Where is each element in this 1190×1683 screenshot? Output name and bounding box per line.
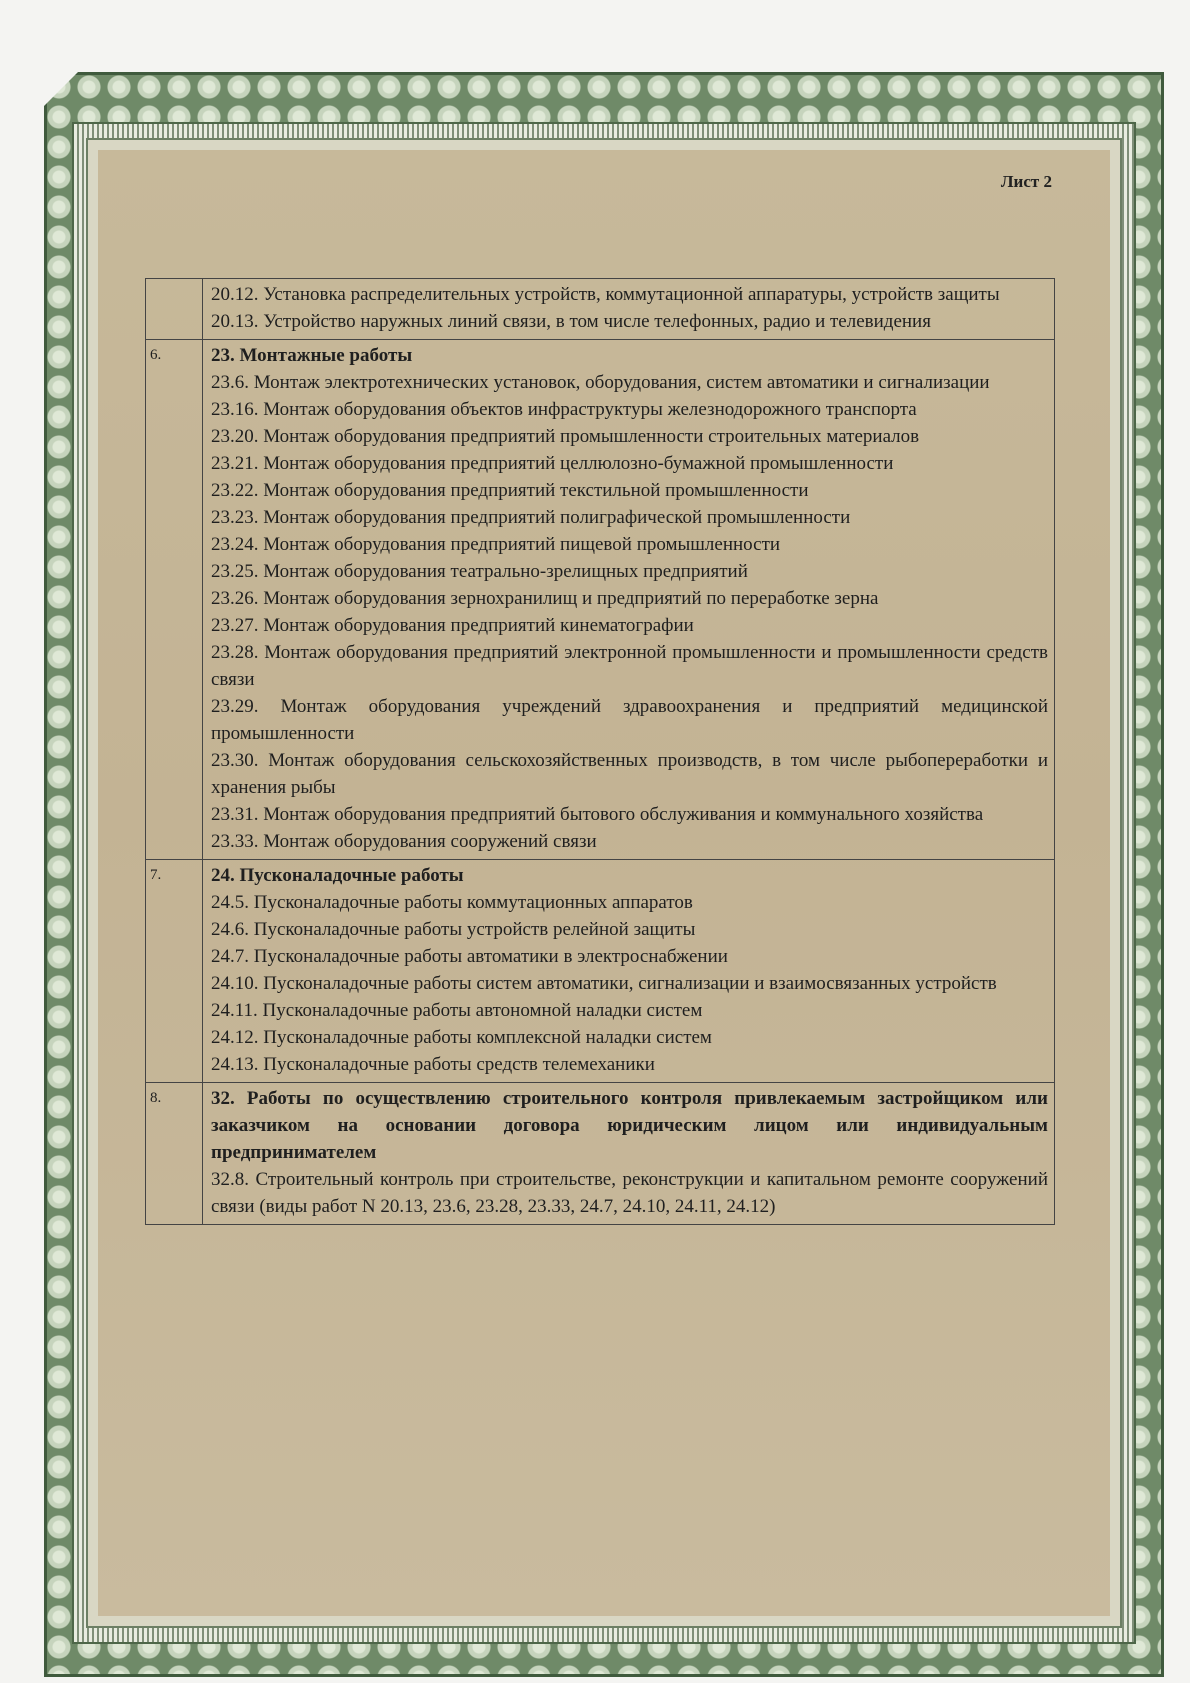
work-item: 23.28. Монтаж оборудования предприятий электронной промышленности и промышленности средств связи (211, 642, 1048, 690)
table-row (146, 1083, 1055, 1225)
row-number: 6. (146, 340, 203, 860)
work-item: 23.25. Монтаж оборудования театрально-зрелищных предприятий (211, 561, 748, 582)
row-content (203, 340, 1055, 860)
row-content (203, 279, 1055, 340)
work-item: 24.12. Пусконаладочные работы комплексной наладки систем (211, 1027, 712, 1048)
work-item: 23.31. Монтаж оборудования предприятий бытового обслуживания и коммунального хозяйства (211, 804, 984, 825)
row-content (203, 860, 1055, 1083)
work-item: 23.26. Монтаж оборудования зернохранилищ и предприятий по переработке зерна (211, 588, 879, 609)
table-row (146, 279, 1055, 340)
work-item: 23.23. Монтаж оборудования предприятий полиграфической промышленности (211, 507, 851, 528)
work-types-table (145, 278, 1055, 1225)
work-item: 24.5. Пусконаладочные работы коммутационных аппаратов (211, 892, 693, 913)
work-item: 23.30. Монтаж оборудования сельскохозяйственных производств, в том числе рыбопереработки и хранения рыбы (211, 750, 1048, 798)
work-item: 24.11. Пусконаладочные работы автономной наладки систем (211, 1000, 703, 1021)
row-number: 7. (146, 860, 203, 1083)
work-item: 24.7. Пусконаладочные работы автоматики в электроснабжении (211, 946, 728, 967)
row-number: 8. (146, 1083, 203, 1225)
table-row (146, 860, 1055, 1083)
work-item: 20.12. Установка распределительных устройств, коммутационной аппаратуры, устройств защиты (211, 284, 1000, 305)
section-heading: 24. Пусконаладочные работы (211, 865, 464, 886)
work-item: 23.21. Монтаж оборудования предприятий целлюлозно-бумажной промышленности (211, 453, 894, 474)
work-item: 23.33. Монтаж оборудования сооружений связи (211, 831, 597, 852)
work-item: 23.22. Монтаж оборудования предприятий текстильной промышленности (211, 480, 809, 501)
work-item: 23.29. Монтаж оборудования учреждений здравоохранения и предприятий медицинской промышленности (211, 696, 1048, 744)
work-item: 23.16. Монтаж оборудования объектов инфраструктуры железнодорожного транспорта (211, 399, 917, 420)
work-item: 20.13. Устройство наружных линий связи, в том числе телефонных, радио и телевидения (211, 311, 931, 332)
row-content (203, 1083, 1055, 1225)
table-row (146, 340, 1055, 860)
work-item: 24.10. Пусконаладочные работы систем автоматики, сигнализации и взаимосвязанных устройств (211, 973, 997, 994)
work-item: 23.6. Монтаж электротехнических установок, оборудования, систем автоматики и сигнализации (211, 372, 990, 393)
work-item: 24.6. Пусконаладочные работы устройств релейной защиты (211, 919, 696, 940)
work-item: 32.8. Строительный контроль при строительстве, реконструкции и капитальном ремонте сооружений связи (виды работ N 20.13, 23.6, 23.28, 23.33, 24.7, 24.10, 24.11, 24.12) (211, 1169, 1048, 1217)
folded-corner (0, 0, 150, 150)
work-item: 23.20. Монтаж оборудования предприятий промышленности строительных материалов (211, 426, 920, 447)
sheet-number-label: Лист 2 (1000, 172, 1052, 191)
row-number (146, 279, 203, 340)
work-item: 24.13. Пусконаладочные работы средств телемеханики (211, 1054, 655, 1075)
section-heading: 32. Работы по осуществлению строительного контроля привлекаемым застройщиком или заказчиком на основании договора юридическим лицом или индивидуальным предпринимателем (211, 1088, 1048, 1163)
section-heading: 23. Монтажные работы (211, 345, 413, 366)
work-item: 23.27. Монтаж оборудования предприятий кинематографии (211, 615, 694, 636)
work-item: 23.24. Монтаж оборудования предприятий пищевой промышленности (211, 534, 781, 555)
